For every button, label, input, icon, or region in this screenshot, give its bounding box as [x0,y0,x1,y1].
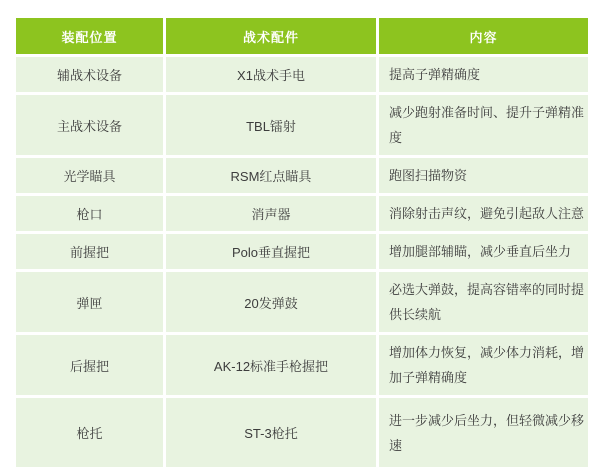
cell-accessory: X1战术手电 [165,56,378,94]
loadout-table-container [13,15,588,470]
table-row [15,271,590,334]
table-row [15,334,590,397]
cell-position: 弹匣 [15,271,165,334]
table-row [15,157,590,195]
cell-accessory: RSM红点瞄具 [165,157,378,195]
cell-position: 主战术设备 [15,94,165,157]
cell-content: 跑图扫描物资 [378,157,590,195]
cell-position: 前握把 [15,233,165,271]
cell-content: 提高子弹精确度 [378,56,590,94]
cell-position: 后握把 [15,334,165,397]
cell-position: 枪口 [15,195,165,233]
cell-content: 减少跑射准备时间、提升子弹精准度 [378,94,590,157]
column-header-content: 内容 [378,17,590,56]
cell-content: 必选大弹鼓，提高容错率的同时提供长续航 [378,271,590,334]
cell-content: 增加腿部辅瞄，减少垂直后坐力 [378,233,590,271]
table-row [15,233,590,271]
table-header-row [15,17,590,56]
cell-accessory: 消声器 [165,195,378,233]
cell-accessory: AK-12标准手枪握把 [165,334,378,397]
table-row [15,94,590,157]
column-header-position: 装配位置 [15,17,165,56]
table-row [15,195,590,233]
cell-accessory: ST-3枪托 [165,397,378,469]
loadout-table [13,15,591,470]
cell-position: 光学瞄具 [15,157,165,195]
cell-content: 进一步减少后坐力，但轻微减少移速 [378,397,590,469]
column-header-accessory: 战术配件 [165,17,378,56]
cell-accessory: Polo垂直握把 [165,233,378,271]
cell-content: 消除射击声纹，避免引起敌人注意 [378,195,590,233]
cell-content: 增加体力恢复，减少体力消耗，增加子弹精确度 [378,334,590,397]
cell-accessory: 20发弹鼓 [165,271,378,334]
cell-position: 枪托 [15,397,165,469]
cell-position: 辅战术设备 [15,56,165,94]
cell-accessory: TBL镭射 [165,94,378,157]
table-row [15,56,590,94]
table-row [15,397,590,469]
